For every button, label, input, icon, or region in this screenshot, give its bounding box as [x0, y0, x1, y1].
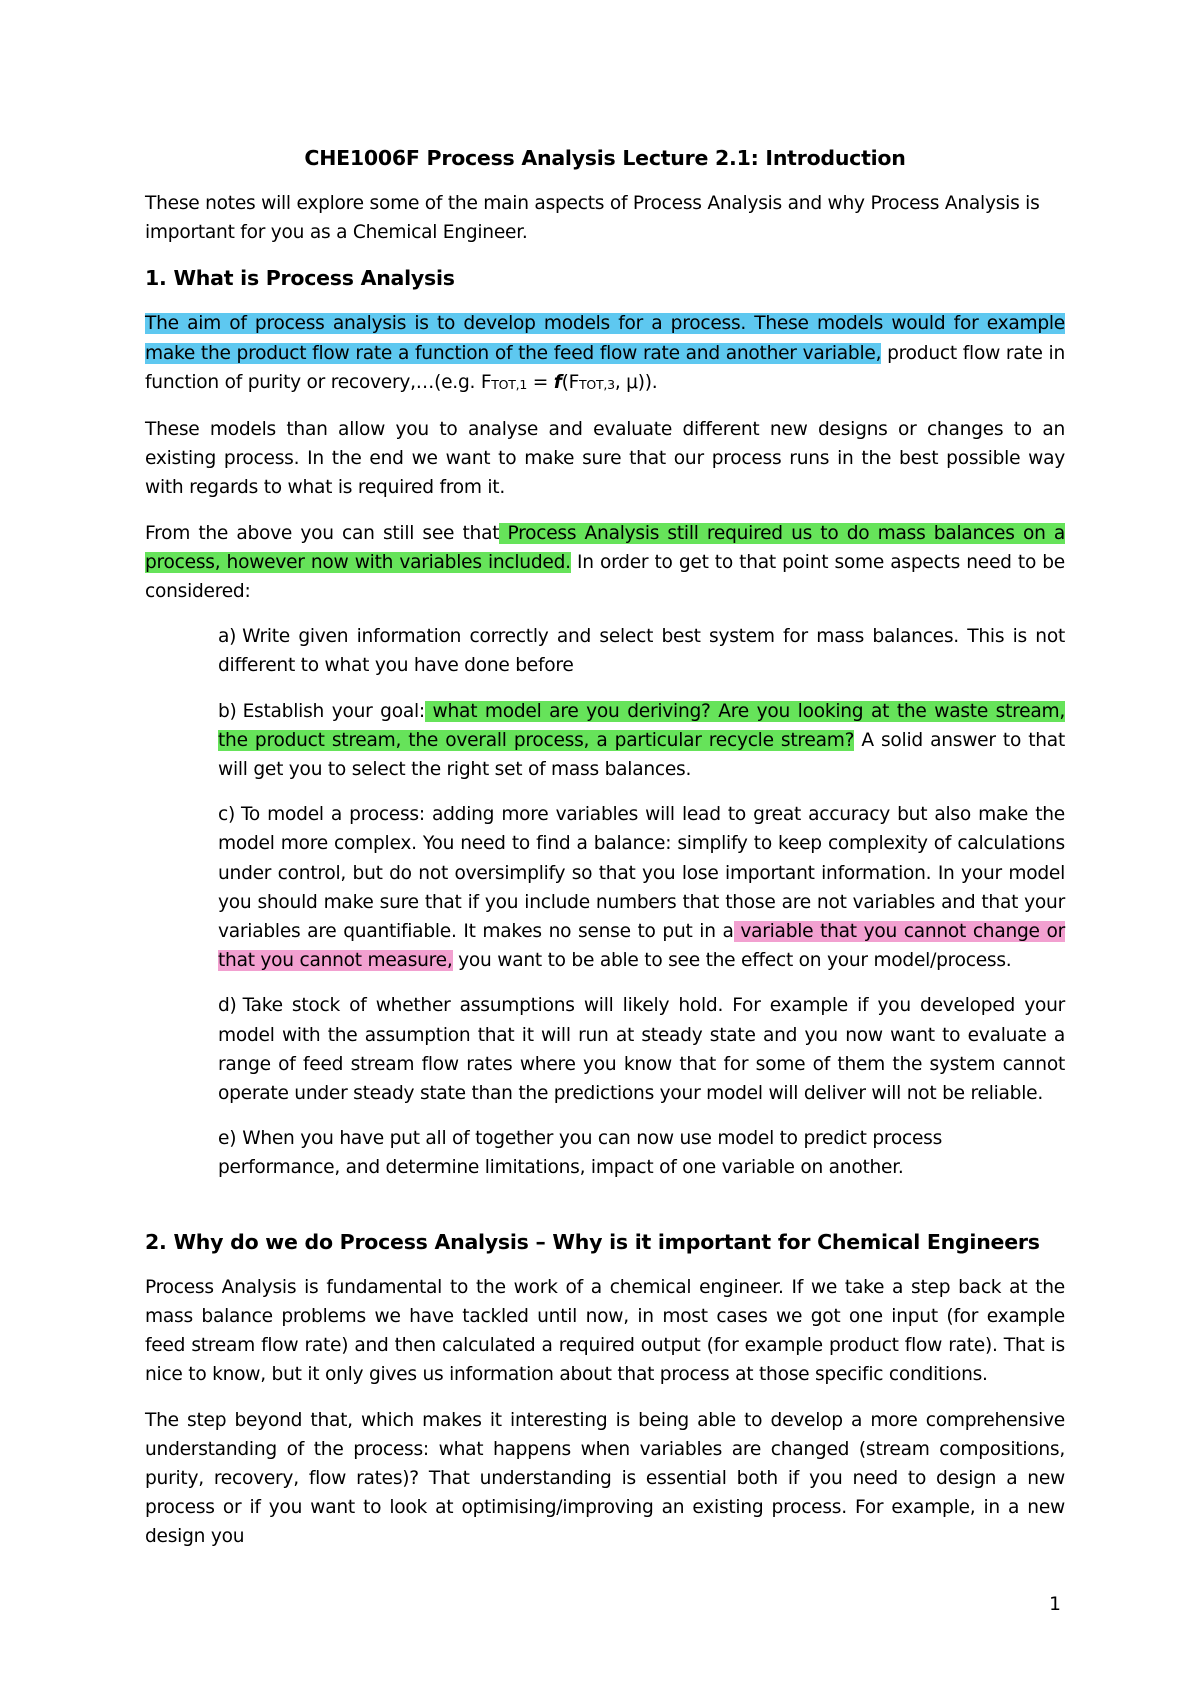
intro-paragraph: These notes will explore some of the main aspects of Process Analysis and why Process Analysis is important for you as a Chemical Engineer. — [145, 193, 1040, 244]
section-1-paragraph-2: These models than allow you to analyse and evaluate different new designs or changes to an existing process. In the end we want to make sure that our process runs in the best possible way with regards to what is required from it. — [145, 419, 1065, 499]
text-run: In order to get to that point some aspects need to be considered: — [145, 551, 1065, 603]
text-run: Establish your goal: — [242, 700, 425, 722]
list-item-text: When you have put all of together you can now use model to predict process performance, and determine limitations, impact of one variable on another. — [218, 1128, 943, 1179]
text-run: A solid answer to that will get you to select the right set of mass balances. — [218, 729, 1065, 781]
highlight-green: Process Analysis still required us to do mass balances on a process, however now with variables included. — [145, 522, 1065, 573]
list-item-text: Take stock of whether assumptions will likely hold. For example if you developed your model with the assumption that it will run at steady state and you now want to evaluate a range of feed stream flow rates where you know that for some of them the system cannot operate under steady state than the predictions your model will deliver will not be reliable. — [218, 995, 1065, 1105]
highlight-green: what model are you deriving? Are you looking at the waste stream, the product stream, the overall process, a particular recycle stream? — [218, 700, 1065, 751]
list-item-label: b) — [218, 700, 237, 722]
document-title: CHE1006F Process Analysis Lecture 2.1: Introduction — [304, 146, 906, 170]
list-item-label: a) — [218, 626, 237, 648]
text-run: = — [527, 371, 554, 393]
section-2-paragraph-1: Process Analysis is fundamental to the work of a chemical engineer. If we take a step back at the mass balance problems we have tackled until now, in most cases we got one input (for example feed stream flow rate) and then calculated a required output (for example product flow rate). That is nice to know, but it only gives us information about that process at those specific conditions. — [145, 1276, 1065, 1386]
text-run: To model a process: adding more variables will lead to great accuracy but also make the model more complex. You need to find a balance: simplify to keep complexity of calculations under control, but do not oversimplify so that you lose important information. In your model you should make sure that if you include numbers that those are not variables and that your variables are quantifiable. It makes no sense to put in a — [218, 804, 1065, 943]
text-run: , μ)). — [614, 371, 658, 393]
section-1-heading: 1. What is Process Analysis — [145, 266, 455, 291]
subscript: TOT,1 — [491, 376, 528, 392]
list-item-d — [218, 991, 1065, 1108]
text-run: product flow rate in function of purity or recovery,…(e.g. F — [145, 342, 1066, 393]
list-item-e — [218, 1124, 1065, 1182]
list-item-text: Write given information correctly and select best system for mass balances. This is not different to what you have done before — [218, 626, 1065, 677]
text-run: (F — [561, 371, 580, 393]
page-content — [145, 143, 1065, 1568]
function-symbol: f — [553, 371, 562, 393]
list-item-label: d) — [218, 995, 237, 1017]
subscript: TOT,3 — [579, 376, 615, 392]
highlight-blue: The aim of process analysis is to develop models for a process. These models would for example make the product flow rate a function of the feed flow rate and another variable, — [145, 313, 1065, 364]
text-run: you want to be able to see the effect on your model/process. — [452, 950, 1012, 972]
list-item-b — [218, 697, 1065, 785]
list-item-c — [218, 800, 1065, 975]
text-run: From the above you can still see that — [145, 522, 500, 544]
list-item-a — [218, 622, 1065, 680]
page-number: 1 — [1049, 1594, 1061, 1615]
section-1-paragraph-1 — [145, 309, 1065, 399]
highlight-pink: variable that you cannot change or that you cannot measure, — [218, 921, 1065, 972]
list-item-label: e) — [218, 1128, 237, 1150]
section-2-heading: 2. Why do we do Process Analysis – Why is it important for Chemical Engineers — [145, 1229, 1040, 1254]
section-1-paragraph-3 — [145, 519, 1065, 607]
list-item-label: c) — [218, 804, 235, 826]
section-2-paragraph-2: The step beyond that, which makes it interesting is being able to develop a more comprehensive understanding of the process: what happens when variables are changed (stream compositions, purity, recovery, flow rates)? That understanding is essential both if you need to design a new process or if you want to look at optimising/improving an existing process. For example, in a new design you — [145, 1409, 1065, 1548]
